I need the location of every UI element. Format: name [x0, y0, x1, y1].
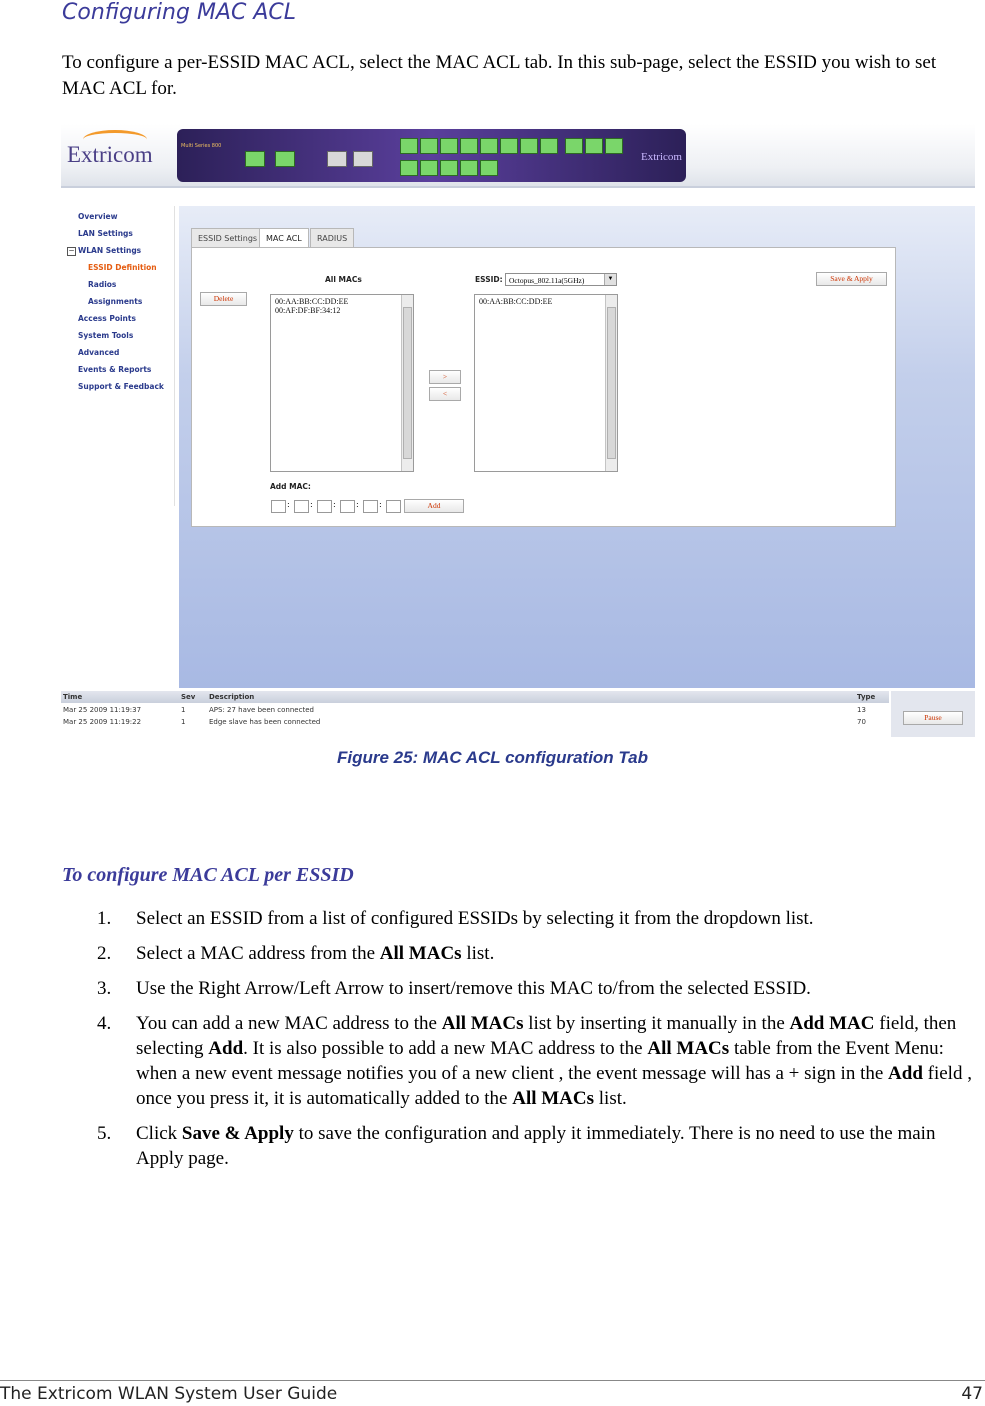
scrollbar[interactable]: [605, 295, 617, 471]
screenshot-figure: Extricom Multi Series 800 Extricom Overview LAN Settings − WLAN Settings ESSID Definition Radios Assignments Access Points System Tools Advanced Events & Reports Support & Feedback ESSID Settings MAC ACL RADIUS All MACs ESSID: Octopus_802.11a(5GHz) ▼ Save & Apply Delete 00:AA:BB:CC:DD:EE 00:AF:DF:BF:34:12 > < 00:AA:BB:CC:DD:EE Add MAC: : : : : : Add Time Sev Description Type Mar 25 2009 11:19:37 1 APS: 27 have been connected 13 Mar 25 2009 11:19:22 1 Edge slave has been connected 70 Pause: [61, 124, 975, 738]
procedure-title: To configure MAC ACL per ESSID: [62, 864, 354, 886]
figure-caption: Figure 25: MAC ACL configuration Tab: [336, 748, 649, 767]
nav-wlan-settings[interactable]: WLAN Settings: [78, 246, 142, 255]
mac-octet-input[interactable]: [340, 500, 355, 513]
lan-port-icon: [245, 151, 265, 167]
remove-from-essid-arrow-button[interactable]: <: [429, 387, 461, 401]
nav-advanced[interactable]: Advanced: [78, 348, 120, 357]
switch-device-image: [177, 129, 686, 182]
list-item: 5. Click Save & Apply to save the configuration and apply it immediately. There is no need to use the main Apply page.: [97, 1123, 936, 1169]
mac-octet-input[interactable]: [271, 500, 286, 513]
col-header-type: Type: [857, 693, 876, 701]
tab-mac-acl[interactable]: MAC ACL: [259, 228, 309, 248]
col-header-sev: Sev: [181, 693, 196, 701]
event-time: Mar 25 2009 11:19:22: [63, 718, 142, 726]
tab-essid-settings[interactable]: ESSID Settings: [191, 228, 264, 248]
mac-octet-input[interactable]: [386, 500, 401, 513]
event-sev: 1: [181, 718, 186, 726]
list-item[interactable]: 00:AF:DF:BF:34:12: [275, 306, 341, 315]
all-macs-label: All MACs: [325, 275, 362, 284]
intro-paragraph: To configure a per-ESSID MAC ACL, select the MAC ACL tab. In this sub-page, select the ESSID you wish to set MAC ACL for.: [62, 52, 937, 99]
nav-system-tools[interactable]: System Tools: [78, 331, 134, 340]
side-nav: [66, 206, 175, 506]
list-item[interactable]: 00:AA:BB:CC:DD:EE: [275, 297, 349, 306]
add-mac-label: Add MAC:: [270, 482, 311, 491]
radio-ports-icon: [399, 137, 639, 175]
nav-overview[interactable]: Overview: [78, 212, 118, 221]
scrollbar[interactable]: [401, 295, 413, 471]
chevron-down-icon[interactable]: ▼: [604, 274, 616, 285]
col-header-time: Time: [63, 693, 83, 701]
col-header-description: Description: [209, 693, 255, 701]
event-sev: 1: [181, 706, 186, 714]
mac-octet-input[interactable]: [317, 500, 332, 513]
add-mac-button[interactable]: Add: [404, 499, 464, 513]
list-item[interactable]: 00:AA:BB:CC:DD:EE: [479, 297, 553, 306]
all-macs-list[interactable]: [270, 294, 414, 472]
save-apply-button[interactable]: Save & Apply: [816, 272, 887, 286]
nav-lan-settings[interactable]: LAN Settings: [78, 229, 133, 238]
mac-octet-input[interactable]: [294, 500, 309, 513]
lan-port-icon: [275, 151, 295, 167]
event-description[interactable]: Edge slave has been connected: [209, 718, 321, 726]
event-type: 70: [857, 718, 866, 726]
page-number: 47: [961, 1384, 983, 1404]
nav-assignments[interactable]: Assignments: [88, 297, 143, 306]
sfp-port-icon: [327, 151, 347, 167]
nav-events-reports[interactable]: Events & Reports: [78, 365, 152, 374]
tab-radius[interactable]: RADIUS: [310, 228, 354, 248]
essid-macs-list[interactable]: [474, 294, 618, 472]
nav-support-feedback[interactable]: Support & Feedback: [78, 382, 164, 391]
event-time: Mar 25 2009 11:19:37: [63, 706, 142, 714]
event-type: 13: [857, 706, 866, 714]
event-controls: [891, 691, 975, 737]
nav-essid-definition[interactable]: ESSID Definition: [88, 263, 157, 272]
procedure-steps: [97, 906, 985, 1181]
app-header: [61, 124, 975, 188]
footer-divider: [0, 1380, 985, 1381]
pause-button[interactable]: Pause: [903, 711, 963, 725]
essid-label: ESSID:: [475, 275, 503, 284]
nav-access-points[interactable]: Access Points: [78, 314, 136, 323]
essid-selected-value: Octopus_802.11a(5GHz): [509, 276, 585, 285]
list-item: 4. You can add a new MAC address to the All MACs list by inserting it manually in the Add MAC field, then selecting Add. It is also possible to add a new MAC address to the All MACs table from the Event Menu: when a new event message notifies you of a new client , the event message will has a + sign in the Add field , once you press it, it is automatically added to the All MACs list.: [97, 1013, 972, 1109]
list-item: 3. Use the Right Arrow/Left Arrow to insert/remove this MAC to/from the selected ESSID.: [97, 978, 811, 999]
event-description[interactable]: APS: 27 have been connected: [209, 706, 314, 714]
nav-radios[interactable]: Radios: [88, 280, 117, 289]
device-model-label: Multi Series 800: [181, 143, 222, 149]
collapse-icon[interactable]: −: [68, 246, 75, 255]
device-logo: Extricom: [641, 151, 682, 163]
delete-button[interactable]: Delete: [200, 292, 247, 306]
list-item: 1. Select an ESSID from a list of configured ESSIDs by selecting it from the dropdown list.: [97, 908, 814, 929]
mac-octet-input[interactable]: [363, 500, 378, 513]
list-item: 2. Select a MAC address from the All MACs list.: [97, 943, 495, 964]
essid-dropdown[interactable]: [505, 273, 617, 286]
sfp-port-icon: [353, 151, 373, 167]
footer-title: The Extricom WLAN System User Guide: [0, 1384, 338, 1404]
extricom-logo: Extricom: [67, 142, 153, 167]
section-title: Configuring MAC ACL: [62, 0, 296, 25]
add-to-essid-arrow-button[interactable]: >: [429, 370, 461, 384]
